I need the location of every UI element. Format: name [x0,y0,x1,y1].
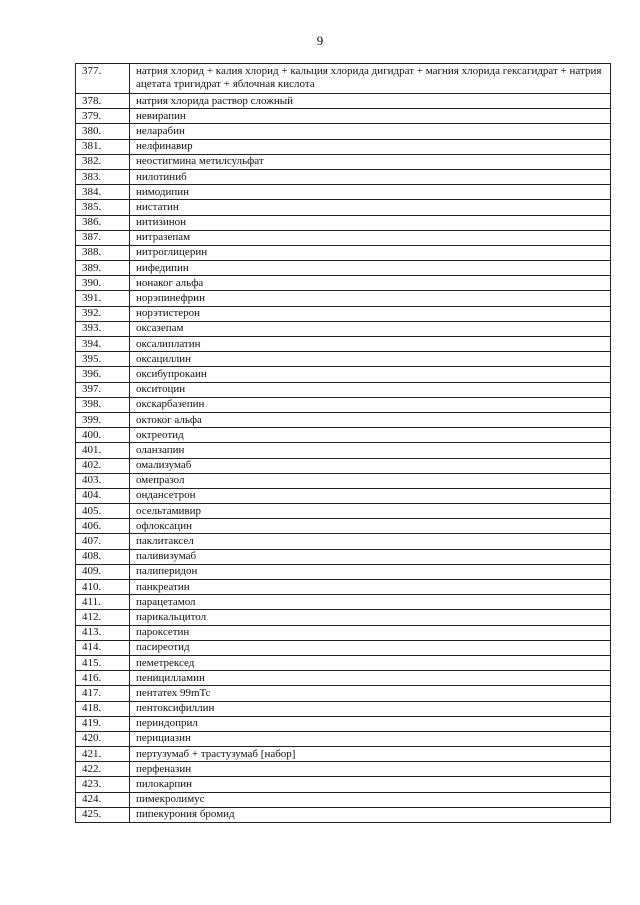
drug-name: норэпинефрин [130,291,611,306]
row-number: 416. [76,671,130,686]
drug-name: нилотиниб [130,169,611,184]
table-row [76,109,611,124]
drug-name: пеницилламин [130,671,611,686]
row-number: 409. [76,564,130,579]
table-row [76,686,611,701]
row-number: 384. [76,185,130,200]
row-number: 381. [76,139,130,154]
drug-name: пеметрексед [130,655,611,670]
table-row [76,473,611,488]
row-number: 415. [76,655,130,670]
drug-name: пасиреотид [130,640,611,655]
row-number: 408. [76,549,130,564]
drug-name: нелфинавир [130,139,611,154]
table-row [76,412,611,427]
table-row [76,549,611,564]
drug-name: паклитаксел [130,534,611,549]
drug-name: пентоксифиллин [130,701,611,716]
table-row [76,261,611,276]
table-row [76,124,611,139]
row-number: 412. [76,610,130,625]
row-number: 394. [76,337,130,352]
drug-name: омепразол [130,473,611,488]
row-number: 407. [76,534,130,549]
drug-name: окситоцин [130,382,611,397]
table-row [76,716,611,731]
drug-name: пимекролимус [130,792,611,807]
table-row [76,595,611,610]
drug-name: натрия хлорида раствор сложный [130,94,611,109]
table-row [76,443,611,458]
row-number: 423. [76,777,130,792]
table-row [76,777,611,792]
table-row [76,397,611,412]
drug-name: оксалиплатин [130,337,611,352]
row-number: 410. [76,580,130,595]
table-row [76,185,611,200]
drug-name: ондансетрон [130,488,611,503]
row-number: 405. [76,504,130,519]
row-number: 396. [76,367,130,382]
table-row [76,671,611,686]
page-number: 9 [316,33,324,48]
row-number: 404. [76,488,130,503]
drug-name: нифедипин [130,261,611,276]
table-row [76,352,611,367]
table-row [76,640,611,655]
row-number: 395. [76,352,130,367]
drug-name: нимодипин [130,185,611,200]
drug-name: норэтистерон [130,306,611,321]
drug-name: октоког альфа [130,412,611,427]
row-number: 383. [76,169,130,184]
drug-name: оксазепам [130,321,611,336]
row-number: 378. [76,94,130,109]
table-row [76,169,611,184]
row-number: 403. [76,473,130,488]
drug-list-body [76,64,611,823]
drug-name: пилокарпин [130,777,611,792]
drug-name: омализумаб [130,458,611,473]
row-number: 400. [76,428,130,443]
table-row [76,504,611,519]
table-row [76,564,611,579]
row-number: 418. [76,701,130,716]
table-row [76,230,611,245]
drug-name: пипекурония бромид [130,807,611,822]
drug-name: пароксетин [130,625,611,640]
row-number: 398. [76,397,130,412]
row-number: 401. [76,443,130,458]
row-number: 422. [76,762,130,777]
drug-name: пентатех 99mTc [130,686,611,701]
table-row [76,245,611,260]
table-row [76,200,611,215]
table-row [76,534,611,549]
drug-name: нистатин [130,200,611,215]
drug-name: оксациллин [130,352,611,367]
table-row [76,276,611,291]
drug-name: октреотид [130,428,611,443]
table-row [76,94,611,109]
drug-list-table [75,63,611,823]
drug-name: нитразепам [130,230,611,245]
row-number: 406. [76,519,130,534]
table-row [76,762,611,777]
row-number: 393. [76,321,130,336]
drug-name: периндоприл [130,716,611,731]
table-row [76,382,611,397]
table-row [76,428,611,443]
row-number: 421. [76,747,130,762]
drug-name: панкреатин [130,580,611,595]
table-row [76,458,611,473]
row-number: 420. [76,731,130,746]
row-number: 417. [76,686,130,701]
table-row [76,625,611,640]
drug-name: невирапин [130,109,611,124]
row-number: 386. [76,215,130,230]
table-row [76,488,611,503]
table-row [76,154,611,169]
drug-name: офлоксацин [130,519,611,534]
table-row [76,519,611,534]
row-number: 377. [76,64,130,94]
table-row [76,321,611,336]
drug-name: перициазин [130,731,611,746]
row-number: 424. [76,792,130,807]
row-number: 385. [76,200,130,215]
drug-name: палиперидон [130,564,611,579]
row-number: 388. [76,245,130,260]
drug-name: осельтамивир [130,504,611,519]
drug-name: натрия хлорид + калия хлорид + кальция хлорида дигидрат + магния хлорида гексагидрат + натрия ацетата тригидрат + яблочная кислота [130,64,611,94]
drug-name: оланзапин [130,443,611,458]
table-row [76,747,611,762]
row-number: 389. [76,261,130,276]
drug-name: окскарбазепин [130,397,611,412]
table-row [76,139,611,154]
table-row [76,337,611,352]
row-number: 379. [76,109,130,124]
row-number: 392. [76,306,130,321]
row-number: 413. [76,625,130,640]
drug-name: перфеназин [130,762,611,777]
table-row [76,655,611,670]
table-row [76,291,611,306]
drug-name: неостигмина метилсульфат [130,154,611,169]
drug-name: парацетамол [130,595,611,610]
table-row [76,610,611,625]
row-number: 387. [76,230,130,245]
drug-name: неларабин [130,124,611,139]
drug-name: нитроглицерин [130,245,611,260]
row-number: 425. [76,807,130,822]
row-number: 397. [76,382,130,397]
table-row [76,306,611,321]
drug-name: нитизинон [130,215,611,230]
drug-name: нонаког альфа [130,276,611,291]
drug-name: пертузумаб + трастузумаб [набор] [130,747,611,762]
row-number: 391. [76,291,130,306]
drug-name: паливизумаб [130,549,611,564]
table-row [76,807,611,822]
row-number: 399. [76,412,130,427]
row-number: 411. [76,595,130,610]
row-number: 380. [76,124,130,139]
table-row [76,64,611,94]
row-number: 402. [76,458,130,473]
table-row [76,731,611,746]
row-number: 390. [76,276,130,291]
row-number: 419. [76,716,130,731]
table-row [76,701,611,716]
drug-name: оксибупрокаин [130,367,611,382]
table-row [76,215,611,230]
table-row [76,792,611,807]
row-number: 414. [76,640,130,655]
drug-name: парикальцитол [130,610,611,625]
row-number: 382. [76,154,130,169]
table-row [76,367,611,382]
table-row [76,580,611,595]
